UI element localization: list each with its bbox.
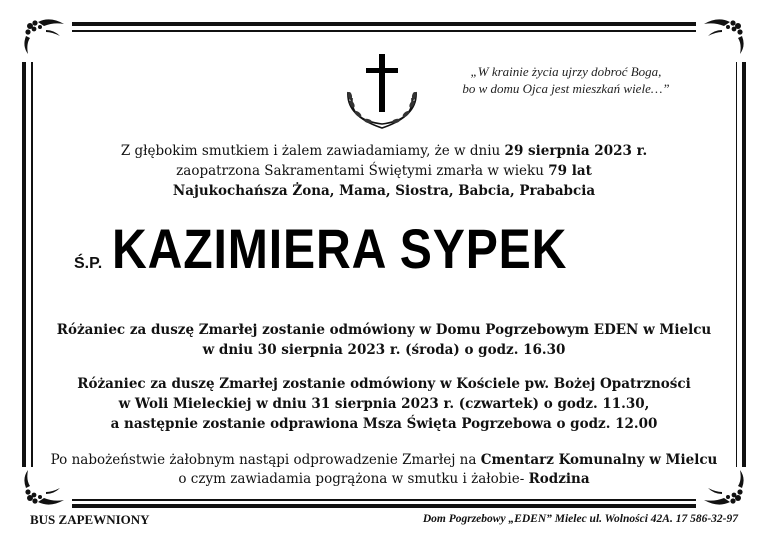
announcement-text: zaopatrzona Sakramentami Świętymi zmarła w wieku [176,163,549,179]
rosary-2-line-2: w Woli Mieleckiej w dniu 31 sierpnia 2023 r. (czwartek) o godz. 11.30, [118,396,650,412]
grape-vine-corner-icon [696,16,748,56]
border-bottom-inner [72,499,696,501]
funeral-home-contact: Dom Pogrzebowy „EDEN” Mielec ul. Wolności 42A. 17 586-32-97 [422,513,738,525]
rosary-1-line-1: Różaniec za duszę Zmarłej zostanie odmówiony w Domu Pogrzebowym EDEN w Mielcu [56,322,712,338]
cross-emblem [336,52,428,130]
closing-text: Po nabożeństwie żałobnym nastąpi odprowadzenie Zmarłej na [50,452,481,468]
closing-line-2 [0,469,768,489]
closing-text: o czym zawiadamia pogrążona w smutku i żałobie- [178,471,529,487]
death-date: 29 sierpnia 2023 r. [504,143,648,159]
rosary-2-line-3: a następnie zostanie odprawiona Msza Święta Pogrzebowa o godz. 12.00 [110,416,658,432]
bus-notice: BUS ZAPEWNIONY [30,512,150,527]
deceased-name: KAZIMIERA SYPEK [112,217,568,280]
rosary-1-line-2: w dniu 30 sierpnia 2023 r. (środa) o godz. 16.30 [202,342,566,358]
cross-icon [366,54,398,112]
grape-vine-corner-icon [20,16,72,56]
border-top-outer [72,22,696,26]
border-bottom-outer [72,504,696,508]
family-signature: Rodzina [528,471,590,487]
announcement-text: Z głębokim smutkiem i żalem zawiadamiamy, że w dniu [120,143,505,159]
quote-line-1: „W krainie życia ujrzy dobroć Boga, [470,64,662,79]
closing-line-1 [0,450,768,470]
rosary-2-line-1: Różaniec za duszę Zmarłej zostanie odmówiony w Kościele pw. Bożej Opatrzności [77,376,691,392]
cemetery-name: Cmentarz Komunalny w Mielcu [480,452,718,468]
announcement-line-2 [0,161,768,181]
quote-line-2: bo w domu Ojca jest mieszkań wiele…” [462,81,670,96]
deceased-name-row [0,217,768,294]
bible-quote [440,63,692,97]
name-prefix: Ś.P. [74,255,103,272]
border-top-inner [72,30,696,32]
family-roles: Najukochańsza Żona, Mama, Siostra, Babcia, Prababcia [172,183,596,199]
age: 79 lat [548,163,592,179]
announcement-line-1 [0,141,768,161]
